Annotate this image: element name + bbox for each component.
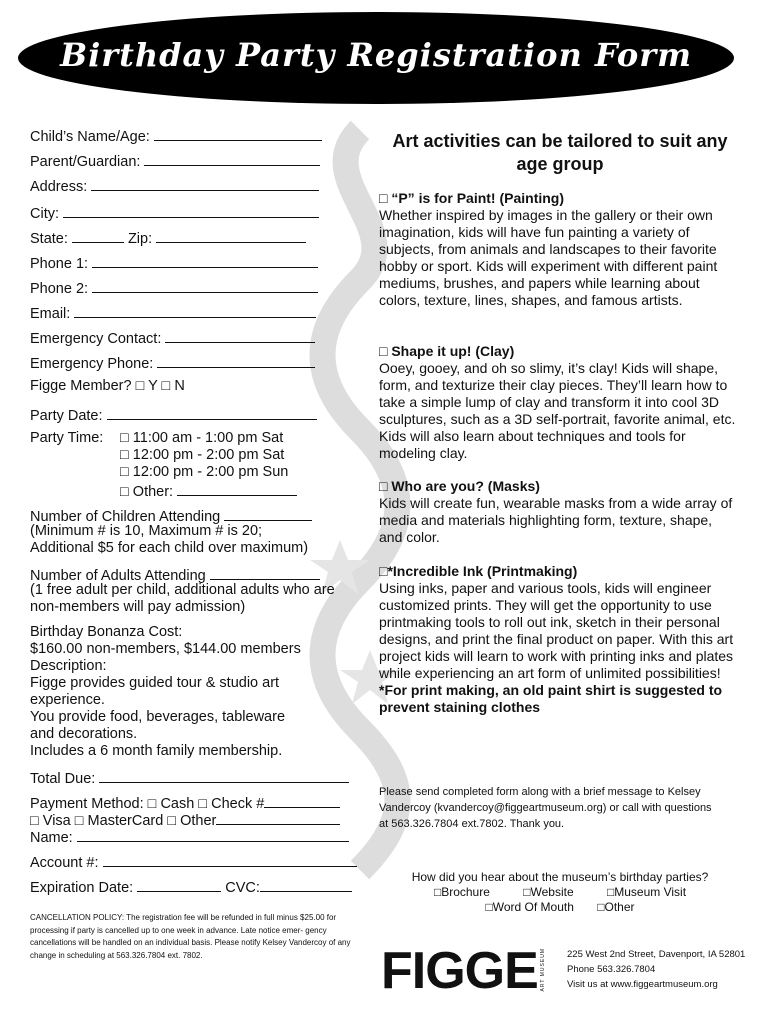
hear-options-row1 xyxy=(380,885,740,900)
adults-note: non-members will pay admission) xyxy=(30,599,246,615)
card-name-label: Name: xyxy=(30,830,73,846)
city-field[interactable] xyxy=(30,203,319,223)
account-input[interactable] xyxy=(103,852,357,867)
email-input[interactable] xyxy=(74,303,316,318)
emergency-phone-field[interactable] xyxy=(30,353,315,373)
hear-option-museum-visit[interactable]: □Museum Visit xyxy=(606,885,687,899)
phone2-label: Phone 2: xyxy=(30,281,89,297)
activity-heading: □*Incredible Ink (Printmaking) xyxy=(379,563,578,579)
hear-question: How did you hear about the museum’s birthday parties? xyxy=(411,870,709,884)
activity-clay[interactable] xyxy=(379,343,739,462)
send-instructions: Please send completed form along with a brief message to Kelsey Vandercoy (kvandercoy@figgeartmuseum.org) or call with questions at 563.326.7804 ext.7802. Thank you. xyxy=(379,786,712,830)
adults-label: Number of Adults Attending xyxy=(30,568,206,584)
parent-input[interactable] xyxy=(144,151,320,166)
hear-option-website[interactable]: □Website xyxy=(523,885,574,899)
activity-printmaking[interactable] xyxy=(379,563,739,716)
expiration-field[interactable] xyxy=(30,877,352,897)
zip-input[interactable] xyxy=(156,228,306,243)
hear-about-section xyxy=(380,870,740,915)
address-line: 225 West 2nd Street, Davenport, IA 52801 xyxy=(567,949,746,960)
emergency-contact-label: Emergency Contact: xyxy=(30,331,162,347)
bonanza-line: and decorations. xyxy=(30,726,138,742)
party-time-option[interactable]: □ 12:00 pm - 2:00 pm Sun xyxy=(120,464,289,480)
card-name-input[interactable] xyxy=(77,827,349,842)
activity-body: Ooey, gooey, and oh so slimy, it’s clay! Kids will shape, form, and texturize their clay pieces. They’ll learn how to take a simple lump of clay and transform it into cool 3D sculptures, such as a 3D self-portrait, favorite animal, etc. Kids will also learn about techniques and tools for modeling clay. xyxy=(379,360,736,461)
title-banner xyxy=(18,12,734,104)
cvc-input[interactable] xyxy=(260,877,352,892)
zip-label: Zip: xyxy=(127,231,153,247)
member-checkbox-group[interactable]: Figge Member? □ Y □ N xyxy=(30,378,185,394)
hear-option-brochure[interactable]: □Brochure xyxy=(433,885,490,899)
card-name-field[interactable] xyxy=(30,827,349,847)
card-other-input[interactable] xyxy=(216,810,340,825)
bonanza-line: You provide food, beverages, tableware xyxy=(30,709,286,725)
emergency-contact-input[interactable] xyxy=(165,328,315,343)
party-time-option[interactable]: □ 11:00 am - 1:00 pm Sat xyxy=(120,430,284,446)
city-label: City: xyxy=(30,206,59,222)
address-field[interactable] xyxy=(30,176,319,196)
bonanza-line: experience. xyxy=(30,692,105,708)
logo-side-text: ART MUSEUM xyxy=(540,948,546,992)
emergency-phone-input[interactable] xyxy=(157,353,315,368)
emergency-phone-label: Emergency Phone: xyxy=(30,356,154,372)
activity-heading: □ Who are you? (Masks) xyxy=(379,478,540,494)
total-due-label: Total Due: xyxy=(30,771,96,787)
phone1-label: Phone 1: xyxy=(30,256,89,272)
tailor-heading: Art activities can be tailored to suit any age group xyxy=(392,131,728,174)
email-field[interactable] xyxy=(30,303,316,323)
phone1-input[interactable] xyxy=(92,253,318,268)
cancellation-policy: CANCELLATION POLICY: The registration fee will be refunded in full minus $25.00 for processing if party is cancelled up to one week in advance. Late notice emer- gency cancellations will be handled on an individual basis. Please notify Kelsey Vandercoy of any change in scheduling at 563.326.7804 ext. 7802. xyxy=(30,913,351,960)
party-time-other[interactable] xyxy=(120,481,297,501)
bonanza-line: Includes a 6 month family membership. xyxy=(30,743,283,759)
phone2-field[interactable] xyxy=(30,278,318,298)
hear-option-other[interactable]: □Other xyxy=(597,900,635,914)
bonanza-line: Figge provides guided tour & studio art xyxy=(30,675,280,691)
emergency-contact-field[interactable] xyxy=(30,328,315,348)
party-time-option[interactable]: □ 12:00 pm - 2:00 pm Sat xyxy=(120,447,285,463)
activity-body: Whether inspired by images in the gallery or their own imagination, kids will have fun painting a variety of subjects, from animals and landscapes to their favorite hobby or sport. Kids will experiment with different paint mediums, brushes, and papers while learning about colors, texture, lines, shapes, and famous artists. xyxy=(379,207,718,308)
party-time-label: Party Time: xyxy=(30,430,104,446)
expiration-label: Expiration Date: xyxy=(30,880,134,896)
address-input[interactable] xyxy=(91,176,319,191)
account-field[interactable] xyxy=(30,852,357,872)
account-label: Account #: xyxy=(30,855,99,871)
party-time-other-label: □ Other: xyxy=(120,484,174,500)
activity-masks[interactable] xyxy=(379,478,739,546)
check-number-input[interactable] xyxy=(264,793,340,808)
party-date-input[interactable] xyxy=(107,405,317,420)
total-due-field[interactable] xyxy=(30,768,349,788)
children-label: Number of Children Attending xyxy=(30,509,221,525)
parent-field[interactable] xyxy=(30,151,320,171)
bonanza-line: Description: xyxy=(30,658,107,674)
children-note: Additional $5 for each child over maximum) xyxy=(30,540,309,556)
child-label: Child’s Name/Age: xyxy=(30,129,150,145)
party-time-other-input[interactable] xyxy=(177,481,297,496)
hear-option-word-of-mouth[interactable]: □Word Of Mouth xyxy=(485,900,574,914)
total-due-input[interactable] xyxy=(99,768,349,783)
payment-method-label: Payment Method: □ Cash □ Check # xyxy=(30,796,265,812)
child-name-field[interactable] xyxy=(30,126,322,146)
bonanza-line: $160.00 non-members, $144.00 members xyxy=(30,641,301,657)
expiration-input[interactable] xyxy=(137,877,221,892)
bonanza-line: Birthday Bonanza Cost: xyxy=(30,624,183,640)
cvc-label: CVC: xyxy=(225,880,260,896)
phone-line: Phone 563.326.7804 xyxy=(567,964,656,975)
card-type-label: □ Visa □ MasterCard □ Other xyxy=(30,813,217,829)
address-label: Address: xyxy=(30,179,88,195)
party-date-label: Party Date: xyxy=(30,408,103,424)
parent-label: Parent/Guardian: xyxy=(30,154,141,170)
state-input[interactable] xyxy=(72,228,124,243)
activity-heading: □ Shape it up! (Clay) xyxy=(379,343,515,359)
activity-note: *For print making, an old paint shirt is suggested to prevent staining clothes xyxy=(379,682,723,715)
phone1-field[interactable] xyxy=(30,253,318,273)
email-label: Email: xyxy=(30,306,71,322)
state-zip-field[interactable] xyxy=(30,228,306,248)
state-label: State: xyxy=(30,231,68,247)
activity-body: Using inks, paper and various tools, kids will engineer customized prints. They will get the opportunity to use printmaking tools to roll out ink, sketch in their personal designs, and print the final product on paper. With this art project kids will learn to work with printing inks and plates while experiencing an art form of unlimited possibilities! xyxy=(379,580,734,681)
adults-note: (1 free adult per child, additional adults who are xyxy=(30,582,335,598)
figge-logo: FIGGE xyxy=(381,942,538,1000)
children-note: (Minimum # is 10, Maximum # is 20; xyxy=(30,523,263,539)
museum-address xyxy=(567,947,745,992)
form-title: Birthday Party Registration Form xyxy=(60,36,692,74)
activity-heading: □ “P” is for Paint! (Painting) xyxy=(379,190,565,206)
child-input[interactable] xyxy=(154,126,322,141)
phone2-input[interactable] xyxy=(92,278,318,293)
city-input[interactable] xyxy=(63,203,319,218)
adults-input[interactable] xyxy=(210,565,320,580)
hear-options-row2 xyxy=(380,900,740,915)
activity-body: Kids will create fun, wearable masks from a wide array of media and materials highlighting form, texture, shape, and color. xyxy=(379,495,733,545)
website-line: Visit us at www.figgeartmuseum.org xyxy=(567,979,718,990)
party-date-field[interactable] xyxy=(30,405,317,425)
activity-painting[interactable] xyxy=(379,190,739,309)
children-input[interactable] xyxy=(224,506,312,521)
